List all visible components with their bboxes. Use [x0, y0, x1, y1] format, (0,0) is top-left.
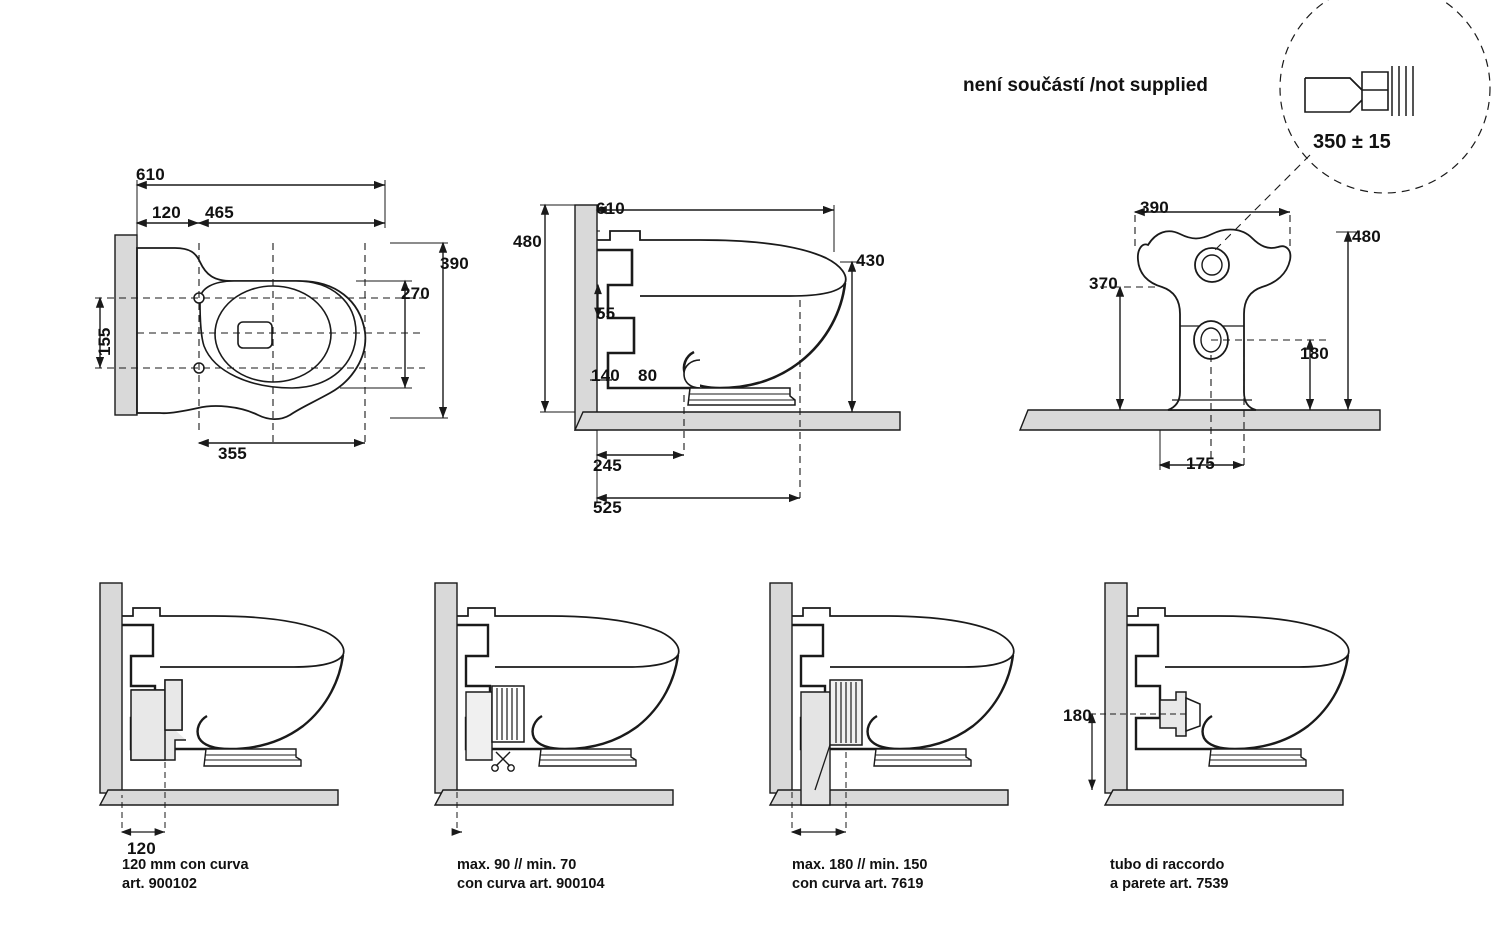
plan-dim-355: 355: [218, 444, 247, 463]
front-dim-390: 390: [1140, 198, 1169, 217]
variant-3-drawing: [770, 583, 1014, 832]
variant-4-dim: 180: [1063, 706, 1092, 725]
plan-dim-390: 390: [440, 254, 469, 273]
plan-dim-465: 465: [205, 203, 234, 222]
variant-4-caption-line1: tubo di raccordo: [1110, 857, 1225, 873]
variant-1-caption-line2: art. 900102: [122, 876, 197, 892]
front-dim-480: 480: [1352, 227, 1381, 246]
not-supplied-note: není součástí /not supplied: [963, 75, 1208, 96]
side-dim-525: 525: [593, 498, 622, 517]
variant-1-drawing: [100, 583, 344, 832]
connector-dimension: 350 ± 15: [1313, 131, 1391, 153]
variant-2-caption-line1: max. 90 // min. 70: [457, 857, 577, 873]
plan-dim-155: 155: [95, 327, 114, 356]
front-dim-370: 370: [1089, 274, 1118, 293]
front-dim-180: 180: [1300, 344, 1329, 363]
variant-2-caption-line2: con curva art. 900104: [457, 876, 605, 892]
side-dim-55: 55: [596, 304, 616, 323]
side-dim-140: 140: [591, 366, 620, 385]
side-dim-80: 80: [638, 366, 658, 385]
side-wall: [575, 205, 597, 430]
side-dim-245: 245: [593, 456, 622, 475]
variant-2-drawing: [435, 583, 679, 832]
variant-4-caption-line2: a parete art. 7539: [1110, 876, 1229, 892]
variant-3-caption-line1: max. 180 // min. 150: [792, 857, 928, 873]
variant-3-caption-line2: con curva art. 7619: [792, 876, 924, 892]
variant-1-caption-line1: 120 mm con curva: [122, 857, 249, 873]
variant-1-dim: 120: [127, 839, 156, 858]
plan-dim-270: 270: [401, 284, 430, 303]
plan-dim-610: 610: [136, 165, 165, 184]
side-dim-610: 610: [596, 199, 625, 218]
plan-dim-120: 120: [152, 203, 181, 222]
plan-wall: [115, 235, 137, 415]
variant-4-drawing: [1090, 583, 1349, 805]
side-dim-430: 430: [856, 251, 885, 270]
side-dim-480: 480: [513, 232, 542, 251]
front-dim-175: 175: [1186, 454, 1215, 473]
